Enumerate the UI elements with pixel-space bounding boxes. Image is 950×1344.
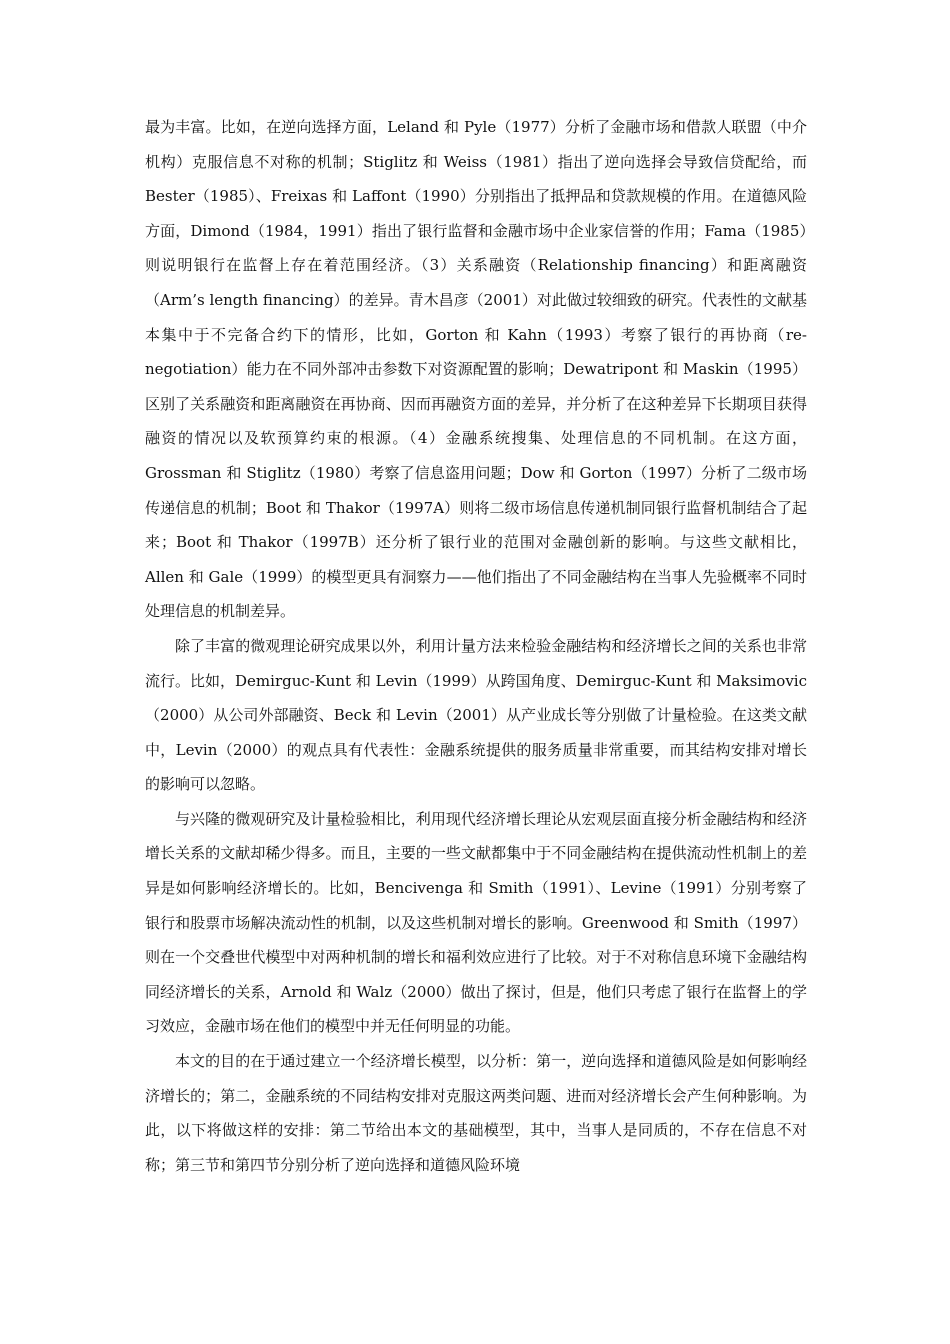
paragraph-econometric-studies: 除了丰富的微观理论研究成果以外，利用计量方法来检验金融结构和经济增长之间的关系也非常流行。比如，Demirguc-Kunt 和 Levin（1999）从跨国角度、Demirguc-Kunt 和 Maksimovic（2000）从公司外部融资、Beck 和 Levin（2001）从产业成长等分别做了计量检验。在这类文献中，Levin（2000）的观点具有代表性：金融系统提供的服务质量非常重要，而其结构安排对增长的影响可以忽略。 <box>145 636 807 794</box>
paragraph-continued: 最为丰富。比如，在逆向选择方面，Leland 和 Pyle（1977）分析了金融市场和借款人联盟（中介机构）克服信息不对称的机制；Stiglitz 和 Weiss（1981）指出了逆向选择会导致信贷配给，而 Bester（1985）、Freixas 和 Laffont（1990）分别指出了抵押品和贷款规模的作用。在道德风险方面，Dimond（1984，1991）指出了银行监督和金融市场中企业家信誉的作用；Fama（1985）则说明银行在监督上存在着范围经济。（3）关系融资（Relationship financing）和距离融资（Arm’s length financing）的差异。青木昌彦（2001）对此做过较细致的研究。代表性的文献基本集中于不完备合约下的情形，比如，Gorton 和 Kahn（1993）考察了银行的再协商（re-negotiation）能力在不同外部冲击参数下对资源配置的影响；Dewatripont 和 Maskin（1995）区别了关系融资和距离融资在再协商、因而再融资方面的差异，并分析了在这种差异下长期项目获得融资的情况以及软预算约束的根源。（4）金融系统搜集、处理信息的不同机制。在这方面，Grossman 和 Stiglitz（1980）考察了信息盗用问题；Dow 和 Gorton（1997）分析了二级市场传递信息的机制；Boot 和 Thakor（1997A）则将二级市场信息传递机制同银行监督机制结合了起来；Boot 和 Thakor（1997B）还分析了银行业的范围对金融创新的影响。与这些文献相比，Allen 和 Gale（1999）的模型更具有洞察力——他们指出了不同金融结构在当事人先验概率不同时处理信息的机制差异。 <box>145 118 807 621</box>
paragraph-macro-growth-literature: 与兴隆的微观研究及计量检验相比，利用现代经济增长理论从宏观层面直接分析金融结构和经济增长关系的文献却稀少得多。而且，主要的一些文献都集中于不同金融结构在提供流动性机制上的差异是如何影响经济增长的。比如，Bencivenga 和 Smith（1991）、Levine（1991）分别考察了银行和股票市场解决流动性的机制，以及这些机制对增长的影响。Greenwood 和 Smith（1997）则在一个交叠世代模型中对两种机制的增长和福利效应进行了比较。对于不对称信息环境下金融结构同经济增长的关系，Arnold 和 Walz（2000）做出了探讨，但是，他们只考虑了银行在监督上的学习效应，金融市场在他们的模型中并无任何明显的功能。 <box>145 809 807 1036</box>
paragraph-paper-purpose: 本文的目的在于通过建立一个经济增长模型，以分析：第一，逆向选择和道德风险是如何影响经济增长的；第二，金融系统的不同结构安排对克服这两类问题、进而对经济增长会产生何种影响。为此，以下将做这样的安排：第二节给出本文的基础模型，其中，当事人是同质的，不存在信息不对称；第三节和第四节分别分析了逆向选择和道德风险环境 <box>145 1052 807 1174</box>
body-text <box>145 110 807 1182</box>
